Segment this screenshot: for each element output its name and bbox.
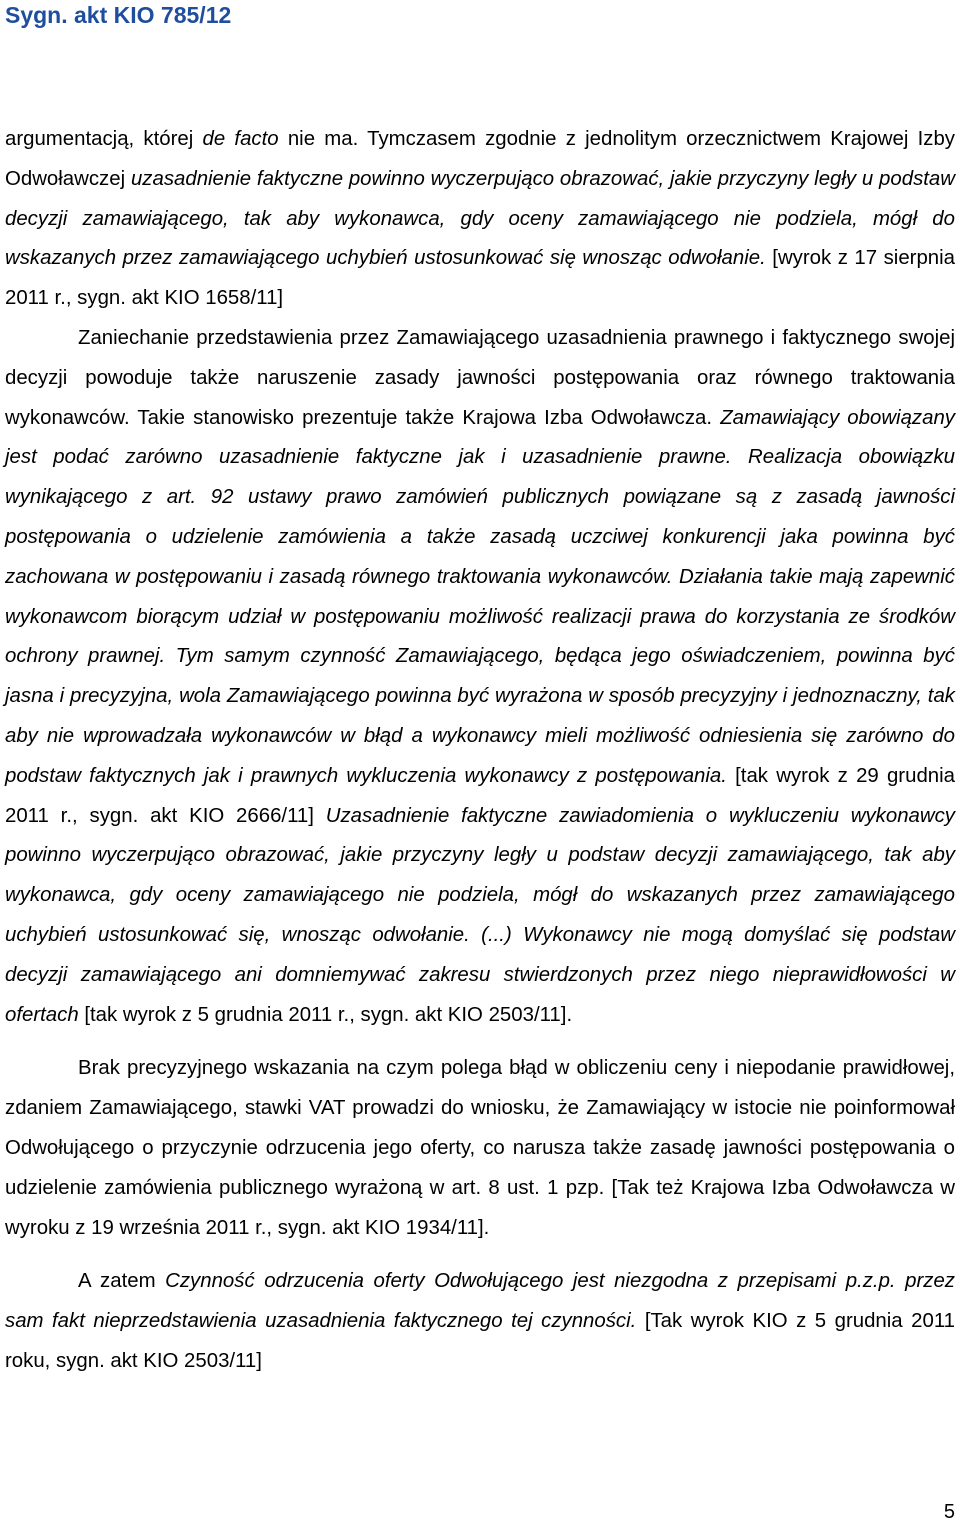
ruling-citation: [tak wyrok z 5 grudnia 2011 r., sygn. akt KIO 2503/11]. bbox=[78, 1003, 573, 1026]
paragraph-2 bbox=[5, 319, 955, 1035]
quoted-ruling: Uzasadnienie faktyczne zawiadomienia o wykluczeniu wykonawcy powinno wyczerpująco obrazować, jakie przyczyny legły u podstaw decyzji zamawiającego, tak aby wykonawca, gdy oceny zamawiającego nie podziela, mógł do wskazanych przez zamawiającego uchybień ustosunkować się, wnosząc odwołanie. (...) Wykonawcy nie mogą domyślać się podstaw decyzji zamawiającego ani domniemywać zakresu stwierdzonych przez niego nieprawidłowości w ofertach bbox=[5, 804, 955, 1026]
quoted-ruling: Czynność odrzucenia oferty Odwołującego jest niezgodna z przepisami p.z.p. przez sam fakt nieprzedstawienia uzasadnienia faktycznego tej czynności. bbox=[5, 1270, 955, 1333]
quoted-ruling: uzasadnienie faktyczne powinno wyczerpująco obrazować, jakie przyczyny legły u podstaw decyzji zamawiającego, tak aby wykonawca, gdy oceny zamawiającego nie podziela, mógł do wskazanych przez zamawiającego uchybień ustosunkować się wnosząc odwołanie. bbox=[5, 167, 956, 270]
ruling-citation: [Tak wyrok KIO z 5 grudnia 2011 roku, sygn. akt KIO 2503/11] bbox=[5, 1310, 955, 1372]
case-signature-header: Sygn. akt KIO 785/12 bbox=[5, 2, 232, 28]
text-segment: Brak precyzyjnego wskazania na czym polega błąd w obliczeniu ceny i niepodanie prawidłowej, zdaniem Zamawiającego, stawki VAT prowadzi do wniosku, że Zamawiający w istocie nie poinformował Odwołującego o przyczynie odrzucenia jego oferty, co narusza także zasadę jawności postępowania o udzielenie zamówienia publicznego wyrażoną w art. 8 ust. 1 pzp. [Tak też Krajowa Izba Odwoławcza w wyroku z 19 września 2011 r., sygn. akt KIO 1934/11]. bbox=[5, 1057, 955, 1239]
text-segment: Tymczasem zgodnie z jednolitym orzecznictwem Krajowej Izby Odwoławczej bbox=[5, 128, 956, 190]
text-segment: nie ma. bbox=[278, 128, 368, 150]
ruling-citation: [tak wyrok z 29 grudnia 2011 r., sygn. akt KIO 2666/11] bbox=[5, 764, 955, 827]
paragraph-4 bbox=[5, 1262, 955, 1381]
text-segment: A zatem bbox=[78, 1270, 166, 1293]
latin-phrase: de facto bbox=[202, 128, 279, 150]
quoted-ruling: Zamawiający obowiązany jest podać zarówno uzasadnienie faktyczne jak i uzasadnienie prawne. Realizacja obowiązku wynikającego z art. 92 ustawy prawo zamówień publicznych powiązane są z zasadą jawności postępowania o udzielenie zamówienia a także zasadą uczciwej konkurencji jaka powinna być zachowana w postępowaniu i zasadą równego traktowania wykonawców. Działania takie mają zapewnić wykonawcom biorącym udział w postępowaniu możliwość realizacji prawa do korzystania ze środków ochrony prawnej. Tym samym czynność Zamawiającego, będąca jego oświadczeniem, powinna być jasna i precyzyjna, wola Zamawiającego powinna być wyrażona w sposób precyzyjny i jednoznaczny, tak aby nie wprowadzała wykonawców w błąd a wykonawcy mieli możliwość odniesienia się zarówno do podstaw faktycznych jak i prawnych wykluczenia wykonawcy z postępowania. bbox=[5, 406, 955, 787]
paragraph-3 bbox=[5, 1049, 955, 1248]
document-body bbox=[5, 120, 955, 1382]
paragraph-1 bbox=[5, 120, 955, 319]
ruling-citation: [wyrok z 17 sierpnia 2011 r., sygn. akt KIO 1658/11] bbox=[5, 247, 955, 310]
text-segment: argumentacją, której bbox=[5, 128, 203, 150]
page-number: 5 bbox=[943, 1501, 955, 1523]
text-segment: Zaniechanie przedstawienia przez Zamawiającego uzasadnienia prawnego i faktycznego swojej decyzji powoduje także naruszenie zasady jawności postępowania oraz równego traktowania wykonawców. Takie stanowisko prezentuje także Krajowa Izba Odwoławcza. bbox=[5, 326, 955, 429]
